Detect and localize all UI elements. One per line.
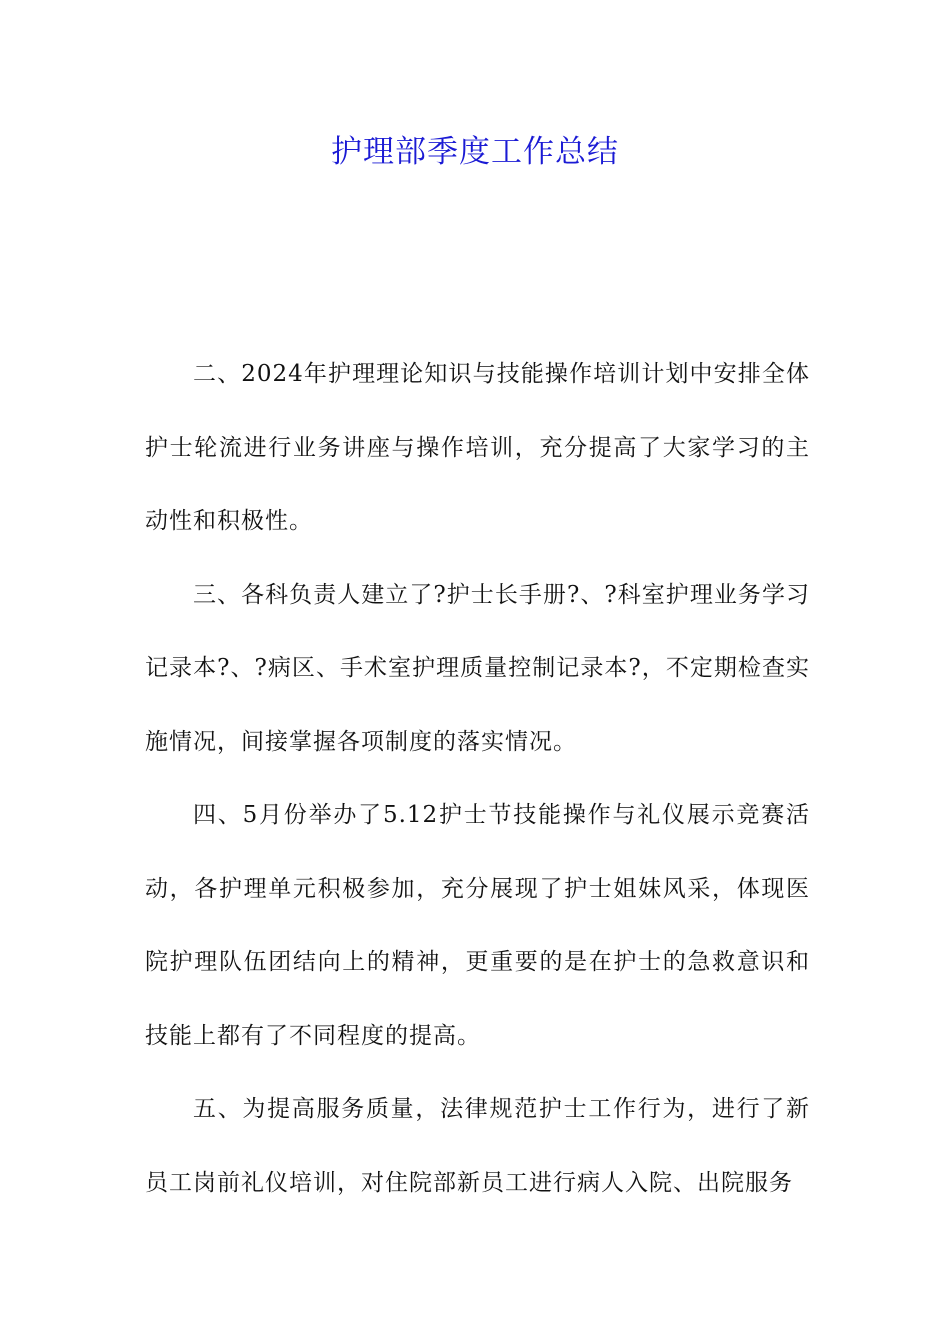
paragraph-4: 四、5月份举办了5.12护士节技能操作与礼仪展示竞赛活动，各护理单元积极参加，充分展现了护士姐妹风采，体现医院护理队伍团结向上的精神，更重要的是在护士的急救意识和技能上都有了不同程度的提高。 bbox=[145, 802, 810, 1049]
document-body bbox=[145, 338, 810, 1220]
document-title: 护理部季度工作总结 bbox=[331, 134, 619, 170]
paragraph-2: 二、2024年护理理论知识与技能操作培训计划中安排全体护士轮流进行业务讲座与操作培训，充分提高了大家学习的主动性和积极性。 bbox=[145, 361, 810, 534]
paragraph-3: 三、各科负责人建立了?护士长手册?、?科室护理业务学习记录本?、?病区、手术室护理质量控制记录本?，不定期检查实施情况，间接掌握各项制度的落实情况。 bbox=[145, 581, 810, 755]
paragraph-5: 五、为提高服务质量，法律规范护士工作行为，进行了新员工岗前礼仪培训，对住院部新员工进行病人入院、出院服务 bbox=[145, 1096, 810, 1196]
